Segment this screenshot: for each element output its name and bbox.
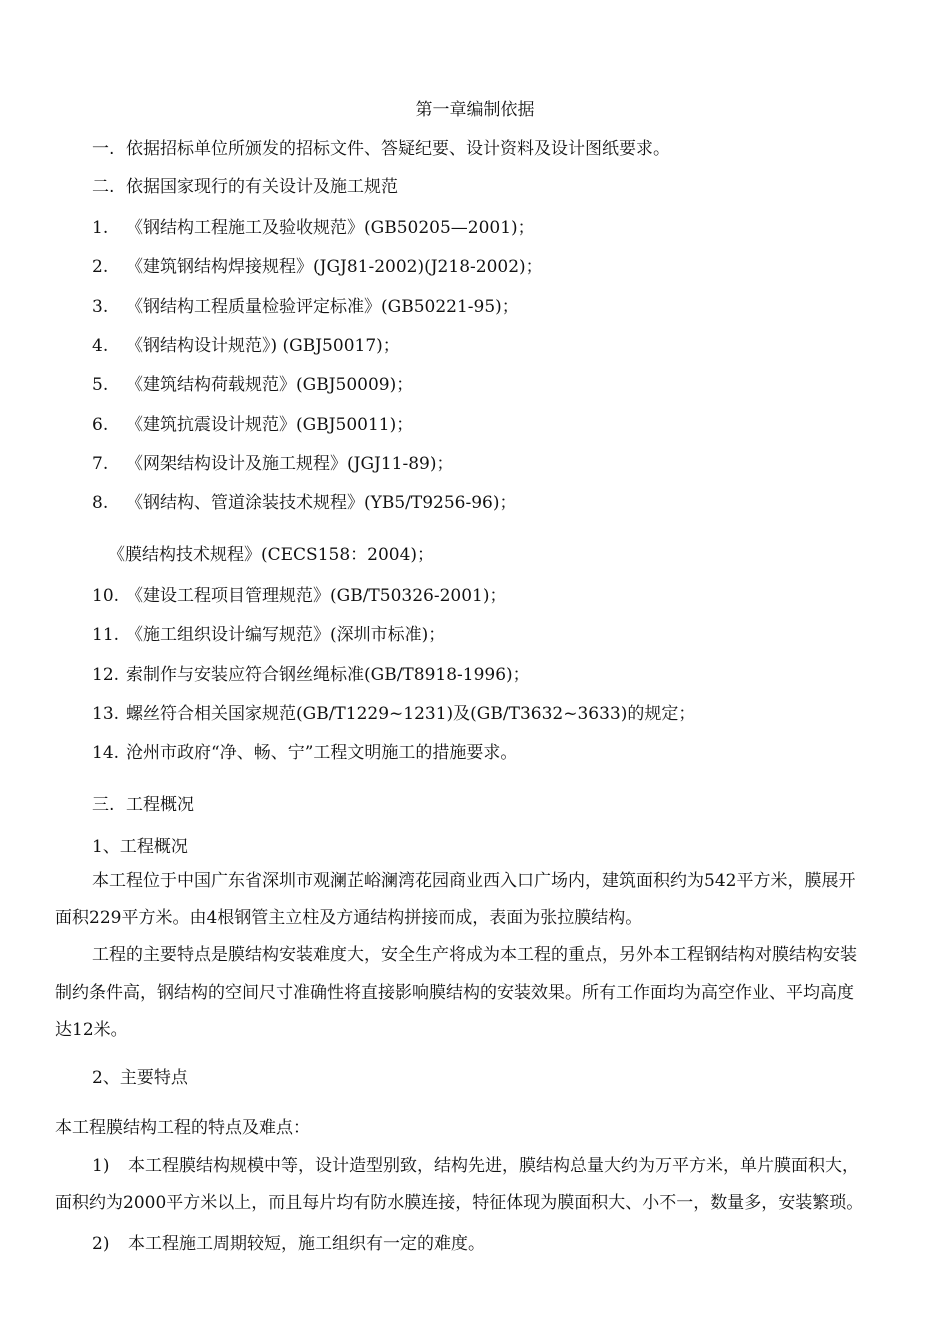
list-item: 4. 《钢结构设计规范》) (GBJ50017)；: [92, 336, 400, 356]
paragraph-line: 达12米。: [55, 1020, 128, 1040]
section-number: 三.: [92, 795, 115, 815]
list-item: 7. 《网架结构设计及施工规程》(JGJ11-89)；: [92, 454, 454, 474]
list-item: 1. 《钢结构工程施工及验收规范》(GB50205—2001)；: [92, 218, 535, 238]
paragraph-line: 1) 本工程膜结构规模中等，设计造型别致，结构先进，膜结构总量大约为万平方米，单片膜面积大，: [92, 1156, 859, 1176]
section-text: 依据招标单位所颁发的招标文件、答疑纪要、设计资料及设计图纸要求。: [126, 139, 670, 159]
list-item: 10. 《建设工程项目管理规范》(GB/T50326-2001)；: [92, 586, 507, 606]
features-intro: 本工程膜结构工程的特点及难点：: [55, 1118, 310, 1138]
feature-number: 2): [92, 1234, 110, 1254]
paragraph-line: 面积约为2000平方米以上，而且每片均有防水膜连接，特征体现为膜面积大、小不一，数量多，安装繁琐。: [55, 1193, 864, 1213]
list-item: 12. 索制作与安装应符合钢丝绳标准(GB/T8918-1996)；: [92, 665, 530, 685]
paragraph-line: 2) 本工程施工周期较短，施工组织有一定的难度。: [92, 1234, 485, 1254]
paragraph-line: 面积229平方米。由4根钢管主立柱及方通结构拼接而成，表面为张拉膜结构。: [55, 908, 643, 928]
chapter-title: 第一章编制依据: [415, 100, 535, 120]
list-item: 3. 《钢结构工程质量检验评定标准》(GB50221-95)；: [92, 297, 519, 317]
subheading-overview: 1、工程概况: [92, 837, 188, 857]
list-item: 6. 《建筑抗震设计规范》(GBJ50011)；: [92, 415, 414, 435]
list-item: 8. 《钢结构、管道涂装技术规程》(YB5/T9256-96)；: [92, 493, 517, 513]
section-heading-3: [92, 794, 194, 816]
section-text: 依据国家现行的有关设计及施工规范: [126, 177, 398, 197]
list-item: 11. 《施工组织设计编写规范》(深圳市标准)；: [92, 625, 446, 645]
section-number: 一.: [92, 139, 115, 159]
section-text: 工程概况: [126, 795, 194, 815]
section-heading-2: [92, 176, 398, 198]
paragraph-line: 工程的主要特点是膜结构安装难度大，安全生产将成为本工程的重点，另外本工程钢结构对膜结构安装: [92, 945, 857, 965]
feature-number: 1): [92, 1156, 110, 1176]
section-number: 二.: [92, 177, 115, 197]
paragraph-line: 制约条件高，钢结构的空间尺寸准确性将直接影响膜结构的安装效果。所有工作面均为高空作业、平均高度: [55, 983, 854, 1003]
subheading-features: 2、主要特点: [92, 1068, 188, 1088]
list-item: 5. 《建筑结构荷载规范》(GBJ50009)；: [92, 375, 414, 395]
list-item: 《膜结构技术规程》(CECS158：2004)；: [108, 545, 435, 565]
list-item: 14. 沧州市政府“净、畅、宁”工程文明施工的措施要求。: [92, 743, 518, 763]
section-heading-1: [92, 138, 670, 160]
list-item: 2. 《建筑钢结构焊接规程》(JGJ81-2002)(J218-2002)；: [92, 257, 543, 277]
list-item: 13. 螺丝符合相关国家规范(GB/T1229~1231)及(GB/T3632~3633)的规定；: [92, 704, 696, 724]
paragraph-line: 本工程位于中国广东省深圳市观澜芷峪澜湾花园商业西入口广场内，建筑面积约为542平方米，膜展开: [92, 871, 856, 891]
